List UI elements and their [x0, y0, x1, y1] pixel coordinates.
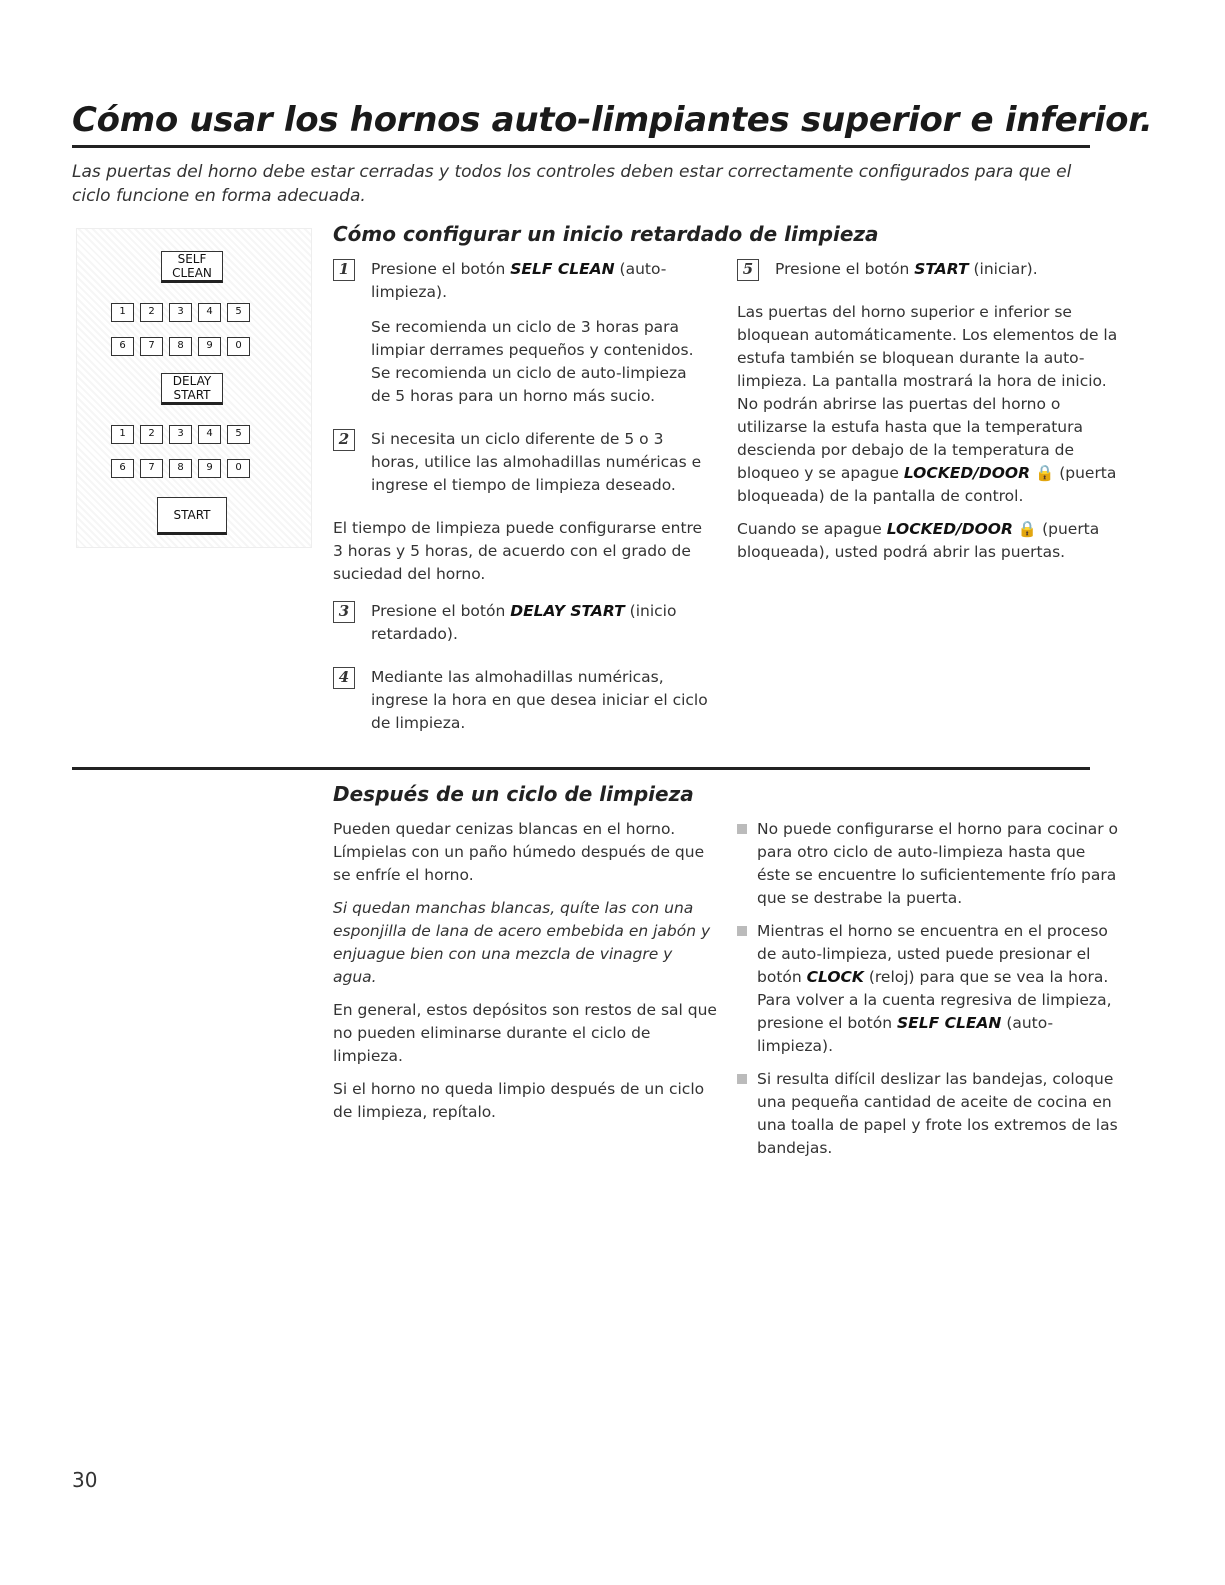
delay-column-right	[737, 258, 1119, 574]
number-key: 8	[169, 459, 192, 478]
section-rule	[72, 767, 1090, 770]
step-number-3: 3	[333, 601, 355, 623]
step-5-text: Presione el botón START (iniciar).	[775, 260, 1038, 278]
bullet-icon	[737, 1074, 747, 1084]
number-key: 3	[169, 303, 192, 322]
control-panel-illustration	[76, 228, 312, 548]
delay-start-key	[161, 373, 223, 405]
number-key: 0	[227, 459, 250, 478]
number-key: 4	[198, 425, 221, 444]
number-key: 3	[169, 425, 192, 444]
page-number: 30	[72, 1468, 98, 1492]
delay-start-key-label-1: DELAY	[172, 374, 212, 388]
step-number-4: 4	[333, 667, 355, 689]
start-key-label: START	[173, 508, 211, 522]
lock-icon: 🔒	[1017, 520, 1038, 538]
step-1	[333, 258, 709, 418]
number-key: 2	[140, 425, 163, 444]
self-clean-key-label-1: SELF	[177, 252, 207, 266]
bullet-icon	[737, 926, 747, 936]
start-key	[157, 497, 227, 535]
intro-text: Las puertas del horno debe estar cerradas y todos los controles deben estar correctamente configurados para que el ciclo funcione en forma adecuada.	[72, 162, 1072, 206]
step-number-1: 1	[333, 259, 355, 281]
lock-icon: 🔒	[1034, 464, 1055, 482]
step-4	[333, 666, 709, 745]
after-paragraph-4: Si el horno no queda limpio después de un ciclo de limpieza, repítalo.	[333, 1080, 705, 1121]
delay-section-heading: Cómo configurar un inicio retardado de limpieza	[333, 222, 879, 246]
number-key: 6	[111, 459, 134, 478]
after-column-right	[737, 818, 1121, 1170]
step-2	[333, 428, 709, 507]
delay-column-left	[333, 258, 709, 755]
step-number-2: 2	[333, 429, 355, 451]
step-3-text: Presione el botón DELAY START (inicio retardado).	[371, 602, 677, 643]
delay-start-key-label-2: START	[173, 388, 211, 402]
step-4-text: Mediante las almohadillas numéricas, ingrese la hora en que desea iniciar el ciclo de limpieza.	[371, 668, 708, 732]
number-key: 9	[198, 459, 221, 478]
number-key: 5	[227, 303, 250, 322]
number-key: 2	[140, 303, 163, 322]
list-item: Mientras el horno se encuentra en el proceso de auto-limpieza, usted puede presionar el botón CLOCK (reloj) para que se vea la hora. Para volver a la cuenta regresiva de limpieza, presione el botón SELF CLEAN (auto-limpieza).	[737, 920, 1121, 1058]
number-keys-row	[111, 425, 250, 444]
number-key: 9	[198, 337, 221, 356]
bullet-icon	[737, 824, 747, 834]
after-column-left	[333, 818, 717, 1134]
after-paragraph-3: En general, estos depósitos son restos de sal que no pueden eliminarse durante el ciclo de limpieza.	[333, 1001, 717, 1065]
step-1-text: Presione el botón SELF CLEAN (auto-limpieza).	[371, 260, 667, 301]
cleaning-time-paragraph: El tiempo de limpieza puede configurarse entre 3 horas y 5 horas, de acuerdo con el grado de suciedad del horno.	[333, 519, 703, 583]
number-key: 7	[140, 459, 163, 478]
step-1-note: Se recomienda un ciclo de 3 horas para limpiar derrames pequeños y contenidos. Se recomienda un ciclo de auto-limpieza de 5 horas para un horno más sucio.	[371, 318, 694, 405]
lock-paragraph: Las puertas del horno superior e inferior se bloquean automáticamente. Los elementos de la estufa también se bloquean durante la auto-limpieza. La pantalla mostrará la hora de inicio. No podrán abrirse las puertas del horno o utilizarse la estufa hasta que la temperatura descienda por debajo de la temperatura de bloqueo y se apague LOCKED/DOOR 🔒 (puerta bloqueada) de la pantalla de control.	[737, 303, 1118, 505]
unlock-paragraph: Cuando se apague LOCKED/DOOR 🔒 (puerta bloqueada), usted podrá abrir las puertas.	[737, 520, 1100, 561]
title-rule	[72, 145, 1090, 148]
number-keys-row	[111, 303, 250, 322]
number-key: 4	[198, 303, 221, 322]
number-key: 6	[111, 337, 134, 356]
number-key: 5	[227, 425, 250, 444]
number-keys-row	[111, 337, 250, 356]
list-item: Si resulta difícil deslizar las bandejas, coloque una pequeña cantidad de aceite de cocina en una toalla de papel y frote los extremos de las bandejas.	[737, 1068, 1121, 1160]
step-number-5: 5	[737, 259, 759, 281]
list-item: No puede configurarse el horno para cocinar o para otro ciclo de auto-limpieza hasta que éste se encuentre lo suficientemente frío para que se destrabe la puerta.	[737, 818, 1121, 910]
self-clean-key	[161, 251, 223, 283]
number-keys-row	[111, 459, 250, 478]
step-5	[737, 258, 1119, 291]
page-title: Cómo usar los hornos auto-limpiantes superior e inferior.	[72, 100, 1153, 140]
number-key: 1	[111, 303, 134, 322]
number-key: 7	[140, 337, 163, 356]
step-2-text: Si necesita un ciclo diferente de 5 o 3 horas, utilice las almohadillas numéricas e ingrese el tiempo de limpieza deseado.	[371, 430, 702, 494]
after-paragraph-1: Pueden quedar cenizas blancas en el horno. Límpielas con un paño húmedo después de que se enfríe el horno.	[333, 820, 705, 884]
number-key: 8	[169, 337, 192, 356]
step-3	[333, 600, 709, 656]
after-paragraph-2: Si quedan manchas blancas, quíte las con una esponjilla de lana de acero embebida en jabón y enjuague bien con una mezcla de vinagre y agua.	[333, 899, 711, 986]
after-section-heading: Después de un ciclo de limpieza	[333, 782, 694, 806]
self-clean-key-label-2: CLEAN	[172, 266, 212, 280]
number-key: 0	[227, 337, 250, 356]
number-key: 1	[111, 425, 134, 444]
